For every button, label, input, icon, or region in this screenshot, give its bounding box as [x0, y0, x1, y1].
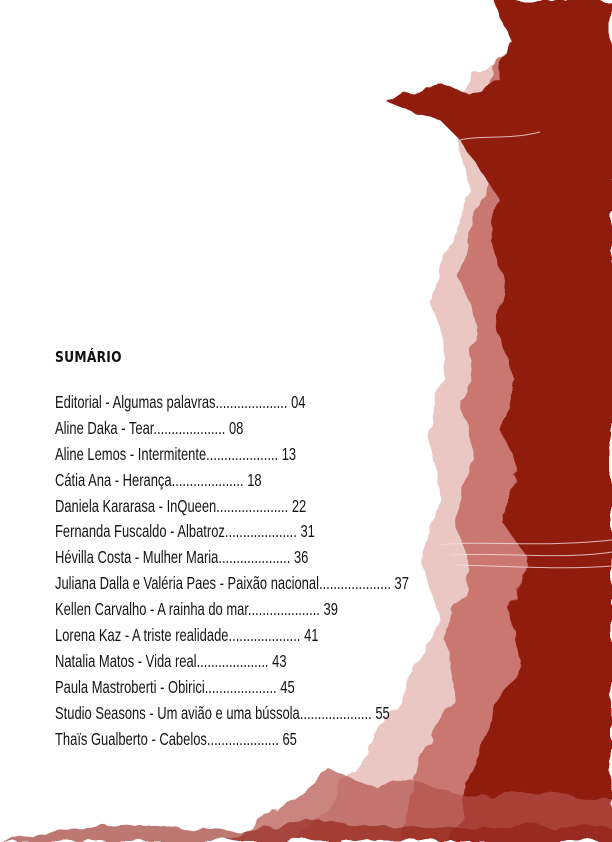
toc-entry-title: Editorial - Algumas palavras [55, 392, 216, 412]
toc-entry-title: Thaïs Gualberto - Cabelos [55, 728, 207, 749]
toc-entry-page: 08 [228, 417, 244, 438]
toc-entry-leader: .................... [218, 547, 291, 568]
toc-entry-leader: .................... [206, 728, 279, 749]
toc-entry[interactable] [55, 624, 409, 650]
toc-entry[interactable] [55, 702, 409, 728]
toc-entry-page: 31 [300, 521, 315, 542]
toc-entry-page: 13 [281, 443, 297, 464]
toc-entry-page: 36 [293, 547, 309, 568]
toc-entry[interactable] [55, 650, 409, 676]
toc-entry[interactable] [55, 676, 409, 702]
toc-entry-leader: .................... [299, 702, 372, 723]
toc-entry-leader: .................... [318, 573, 391, 594]
toc-entry-leader: .................... [224, 521, 297, 542]
toc-entry-title: Natalia Matos - Vida real [55, 650, 197, 671]
toc-entry[interactable] [55, 495, 409, 521]
toc-entry-title: Aline Daka - Tear [55, 417, 154, 438]
toc-entry[interactable] [55, 391, 409, 417]
toc-entry-page: 65 [282, 728, 297, 749]
toc-entry-page: 43 [272, 650, 287, 671]
toc-entry-title: Studio Seasons - Um avião e uma bússola [55, 702, 300, 723]
toc-entry[interactable] [55, 443, 409, 469]
toc-list [55, 391, 533, 753]
toc-entry-title: Fernanda Fuscaldo - Albatroz [55, 521, 225, 542]
toc-entry[interactable] [55, 546, 409, 572]
toc-entry-title: Aline Lemos - Intermitente [55, 443, 207, 464]
toc-entry-title: Hévilla Costa - Mulher Maria [55, 547, 219, 568]
toc-entry[interactable] [55, 469, 409, 495]
toc-entry-leader: .................... [216, 495, 289, 516]
toc-entry-page: 18 [247, 469, 262, 490]
toc-entry[interactable] [55, 728, 409, 754]
toc-entry-title: Cátia Ana - Herança [55, 469, 172, 490]
toc-entry-title: Paula Mastroberti - Obirici [55, 676, 205, 697]
toc-heading: SUMÁRIO [55, 348, 122, 366]
toc-entry-leader: .................... [196, 650, 269, 671]
toc-entry-page: 37 [394, 573, 409, 594]
toc-entry-title: Daniela Kararasa - InQueen [55, 495, 217, 516]
toc-entry-page: 04 [291, 392, 306, 412]
toc-entry-leader: .................... [204, 676, 277, 697]
toc-entry-page: 39 [323, 599, 338, 620]
toc-entry[interactable] [55, 520, 409, 546]
toc-entry-leader: .................... [247, 599, 320, 620]
toc-entry-page: 45 [280, 676, 295, 697]
toc-entry-title: Lorena Kaz - A triste realidade [55, 625, 229, 646]
toc-entry-leader: .................... [171, 469, 244, 490]
toc-entry-leader: .................... [215, 392, 288, 412]
toc-entry-leader: .................... [206, 443, 279, 464]
toc-entry[interactable] [55, 598, 409, 624]
toc-entry[interactable] [55, 417, 409, 443]
toc-entry-page: 55 [375, 702, 390, 723]
toc-entry-leader: .................... [228, 625, 301, 646]
toc-entry[interactable] [55, 572, 409, 598]
toc-entry-page: 22 [291, 495, 307, 516]
toc-entry-title: Kellen Carvalho - A rainha do mar [55, 599, 248, 620]
toc-entry-page: 41 [304, 625, 319, 646]
toc-entry-title: Juliana Dalla e Valéria Paes - Paixão nacional [55, 573, 319, 594]
toc-entry-leader: .................... [153, 417, 226, 438]
